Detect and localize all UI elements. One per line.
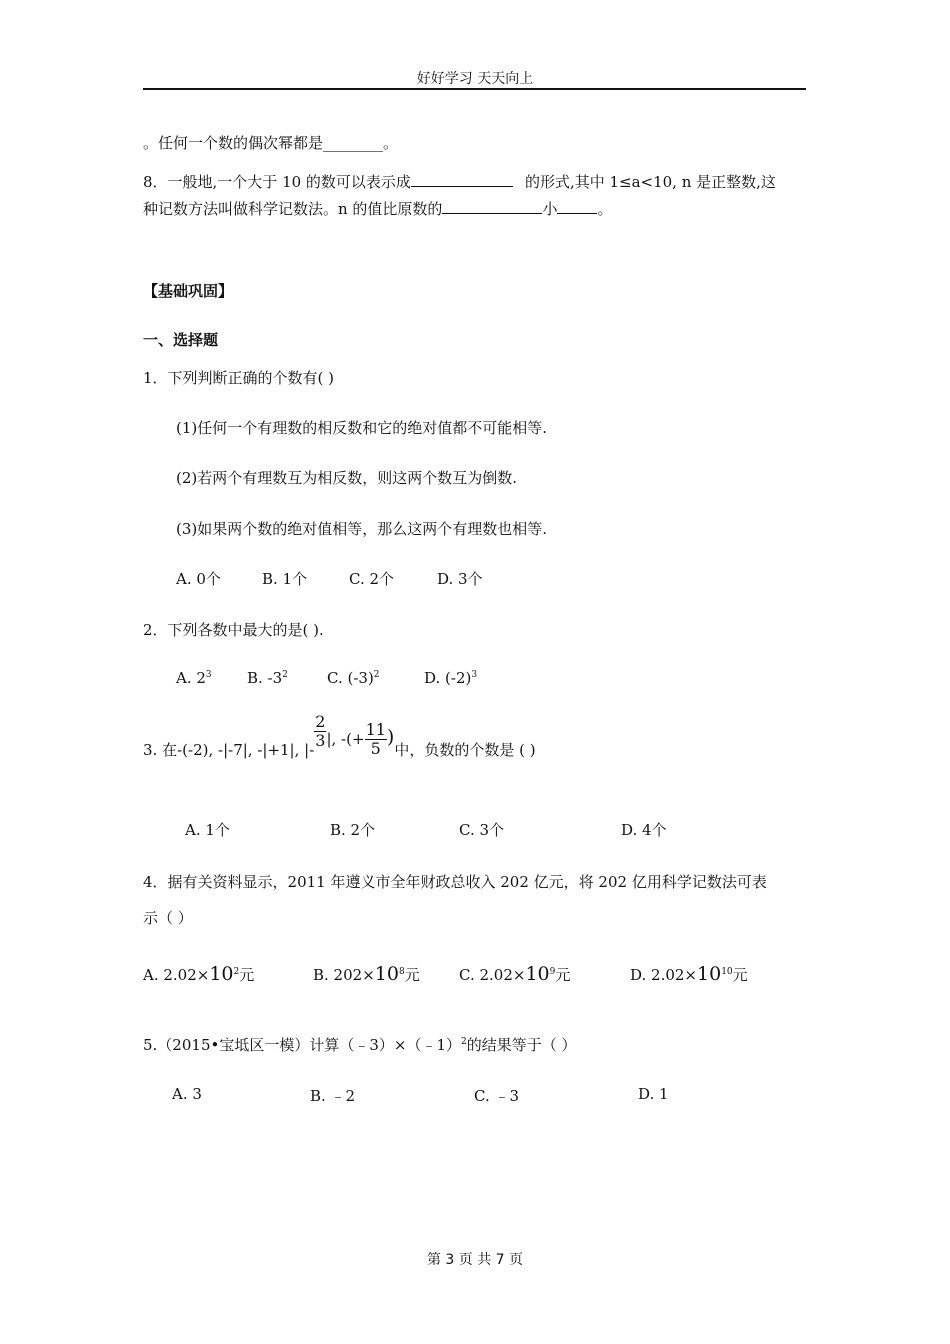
page-header: 好好学习 天天向上 <box>416 71 534 87</box>
question-5-option-b: B. ﹣2 <box>310 1087 356 1105</box>
section-title: 【基础巩固】 <box>143 282 234 300</box>
question-3-option-d: D. 4个 <box>621 821 667 839</box>
answer-blank <box>557 199 597 214</box>
q8-text-e: 。 <box>597 200 613 218</box>
q3-fraction-11-5: $\frac{11}{5}$ <box>365 719 386 758</box>
question-2-option-d: D. $(-2)^3$ <box>424 669 478 687</box>
q3-fraction-2-3: $\frac{2}{3}$ <box>315 711 326 750</box>
answer-blank <box>442 199 542 214</box>
q3-mid: |, -(+ <box>326 730 365 748</box>
q8-text-d: 小 <box>542 200 558 218</box>
question-5-option-d: D. 1 <box>638 1085 669 1103</box>
question-2-option-b: B. $-3^2$ <box>247 669 288 687</box>
question-5-option-c: C. ﹣3 <box>474 1087 520 1105</box>
question-1-option-a: A. 0个 <box>176 570 221 588</box>
question-1-option-d: D. 3个 <box>437 570 483 588</box>
q8-text-a: 8．一般地,一个大于 10 的数可以表示成 <box>143 173 411 191</box>
question-2-option-a: A. $2^3$ <box>176 669 212 687</box>
question-5-stem: 5.（2015•宝坻区一模）计算（﹣3）×（﹣1）$^2$的结果等于（ ） <box>143 1036 577 1054</box>
header-divider <box>143 88 806 90</box>
question-2-stem: 2．下列各数中最大的是( ). <box>143 621 324 639</box>
question-3-stem <box>143 711 536 771</box>
question-4-stem-line2: 示（ ） <box>143 909 193 927</box>
question-1-statement: (1)任何一个有理数的相反数和它的绝对值都不可能相等. <box>176 419 548 437</box>
question-1-option-c: C. 2个 <box>349 570 395 588</box>
q8-text-b: 的形式,其中 1≤a<10, n 是正整数,这 <box>524 173 776 191</box>
q3-prefix: 3. 在-(-2), -|-7|, -|+1|, |- <box>143 740 315 759</box>
question-4-option-a: A. $2.02\times 10^2$元 <box>143 963 255 985</box>
question-1-statement: (2)若两个有理数互为相反数，则这两个数互为倒数. <box>176 469 518 487</box>
question-2-option-c: C. $(-3)^2$ <box>327 669 380 687</box>
question-4-option-b: B. $202\times 10^8$元 <box>313 963 420 985</box>
question-4-stem-line1: 4．据有关资料显示，2011 年遵义市全年财政总收入 202 亿元，将 202 亿用科学记数法可表 <box>143 873 767 891</box>
question-3-option-b: B. 2个 <box>330 821 376 839</box>
intro-line: 。任何一个数的偶次幂都是________。 <box>143 134 399 152</box>
page-number: 第 3 页 共 7 页 <box>426 1252 524 1268</box>
question-8-line2 <box>143 198 612 219</box>
answer-blank <box>411 172 513 187</box>
question-5-option-a: A. 3 <box>172 1085 202 1103</box>
question-3-option-a: A. 1个 <box>185 821 230 839</box>
question-1-statement: (3)如果两个数的绝对值相等，那么这两个有理数也相等. <box>176 520 548 538</box>
q3-suffix: 中，负数的个数是 ( ) <box>394 740 536 759</box>
q8-text-c: 种记数方法叫做科学记数法。n 的值比原数的 <box>143 200 443 218</box>
question-1-stem: 1．下列判断正确的个数有( ) <box>143 369 335 387</box>
q3-close-paren: ) <box>386 726 395 748</box>
question-4-option-d: D. $2.02\times 10^{10}$元 <box>630 963 748 985</box>
question-8-line1 <box>143 171 776 192</box>
question-1-option-b: B. 1个 <box>262 570 308 588</box>
section-subtitle: 一、选择题 <box>143 331 219 349</box>
question-4-option-c: C. $2.02\times 10^9$元 <box>459 963 571 985</box>
question-3-option-c: C. 3个 <box>459 821 505 839</box>
